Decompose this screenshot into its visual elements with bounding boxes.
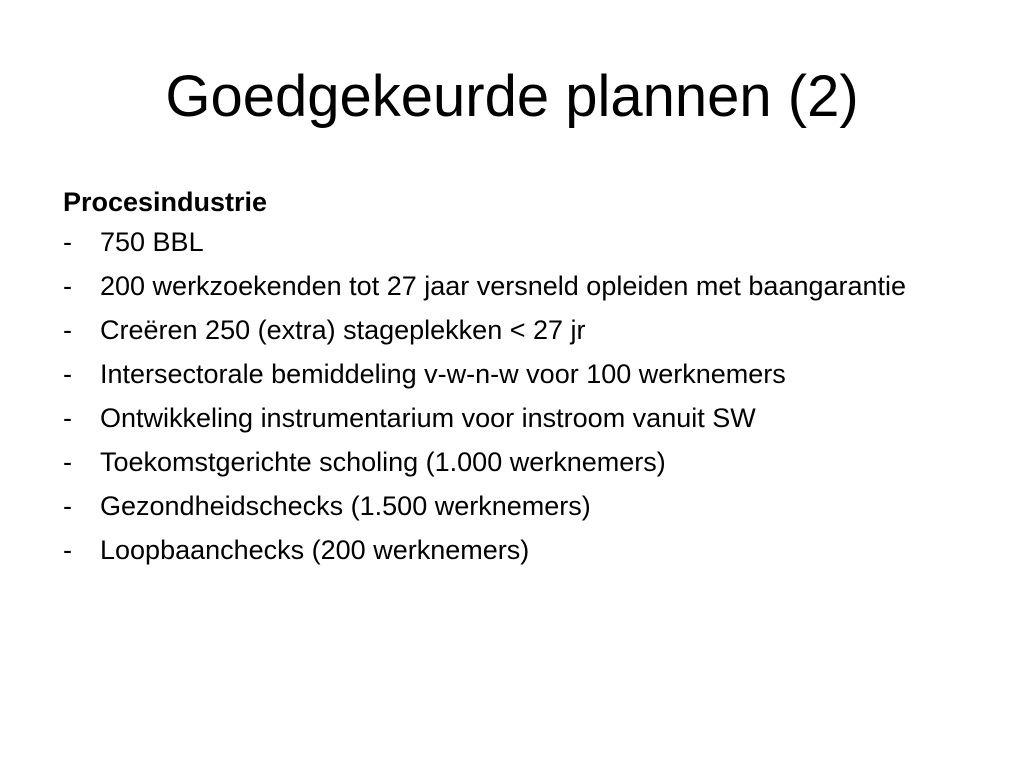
- list-item: [63, 225, 963, 259]
- bullet-dash: -: [63, 535, 72, 565]
- list-item: [63, 313, 963, 347]
- list-item: [63, 357, 963, 391]
- bullet-dash: -: [63, 227, 72, 257]
- list-item-text: Creëren 250 (extra) stageplekken < 27 jr: [100, 315, 586, 345]
- section-heading: Procesindustrie: [63, 187, 268, 217]
- list-item-text: Loopbaanchecks (200 werknemers): [100, 535, 530, 565]
- bullet-list: [63, 225, 963, 567]
- list-item-text: 200 werkzoekenden tot 27 jaar versneld opleiden met baangarantie: [100, 271, 907, 301]
- list-item-text: 750 BBL: [100, 227, 204, 257]
- list-item: [63, 445, 963, 479]
- slide-title: Goedgekeurde plannen (2): [165, 64, 859, 129]
- list-item: [63, 401, 963, 435]
- bullet-dash: -: [63, 491, 72, 521]
- list-item: [63, 269, 963, 303]
- list-item-text: Gezondheidschecks (1.500 werknemers): [100, 491, 591, 521]
- bullet-dash: -: [63, 315, 72, 345]
- list-item: [63, 533, 963, 567]
- list-item-text: Ontwikkeling instrumentarium voor instroom vanuit SW: [100, 403, 756, 433]
- list-item: [63, 489, 963, 523]
- list-item-text: Toekomstgerichte scholing (1.000 werknemers): [100, 447, 666, 477]
- bullet-dash: -: [63, 359, 72, 389]
- bullet-dash: -: [63, 403, 72, 433]
- bullet-dash: -: [63, 447, 72, 477]
- slide-content: [63, 183, 963, 577]
- list-item-text: Intersectorale bemiddeling v-w-n-w voor 100 werknemers: [100, 359, 786, 389]
- bullet-dash: -: [63, 271, 72, 301]
